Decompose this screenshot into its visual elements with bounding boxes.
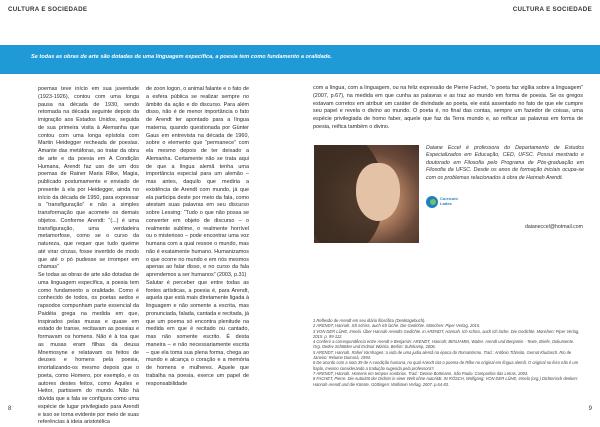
footnote: 2 ARENDT, Hannah. Ich schiss, auch ich lache. Die Gedichte. München: Piper Verlag, 2015. bbox=[313, 323, 481, 329]
lattes-logo[interactable] bbox=[426, 196, 466, 210]
footnote: 7 ARENDT, Hannah. Homens em tempos sombrios. Trad.: Denise Bottmann. São Paulo: Companhia das Letras, 2003. bbox=[313, 370, 529, 376]
lattes-inner-icon bbox=[430, 199, 436, 205]
author-photo bbox=[314, 145, 419, 243]
text-column-1 bbox=[38, 86, 139, 427]
page-number-right: 9 bbox=[588, 406, 592, 412]
lattes-line-1: Currículo bbox=[440, 196, 458, 201]
footnote: 4 Conferir a correspondência entre Arendt e Benjamin: ARENDT, Hannah; BENJAMIN, Walter. Arendt und Benjamin - Texte, Briefe, Dokumente. Org. Detlev Schöttker und Erdmut Wizisla. Berlim: Suhrkamp, 2006. bbox=[313, 339, 575, 350]
section-title-right: CULTURA E SOCIEDADE bbox=[512, 6, 592, 13]
page-number-left: 8 bbox=[8, 406, 12, 412]
paragraph: poemas teve início em sua juventude (1923-1926), contou com uma longa pausa na década de 1930, sendo retomada na década seguinte depois da imigração aos Estados Unidos, seguida de sua primeira visita à Alemanha que contou com uma longa epístola com Martin Heidegger recheada de poesias. Amante das metáforas, ao tratar da obra de arte e da poesia em A Condição Humana, Arendt faz uso de um dos poemas de Rainer Maria Rilke, Magia, publicado postumamente e enviado de presente à ela por Heidegger, ainda no início da década de 1950, para expressar a “transfiguração” e não a simples transformação que acomete os demais objetos. Conforme Arendt: “(...) é uma transfiguração, uma verdadeira metamorfose, como se o curso da natureza, que requer que tudo queime até virar cinzas, fosse invertido de modo que até o pó pudesse se irromper em chamas” bbox=[38, 86, 139, 271]
quote-banner bbox=[0, 45, 600, 74]
text-column-3 bbox=[313, 85, 583, 132]
banner-quote: Se todas as obras de arte são dotadas de uma linguagem específica, a poesia tem como fundamento a oralidade. bbox=[31, 54, 332, 60]
footnotes bbox=[313, 318, 583, 387]
footnote: 5 ARENDT, Hannah. Rahel Varnhagen: a vida de uma judia alemã na época do Romantismo. Trad.: Antônio Trânsito, Gernot Kludasch. Rio de Janeiro: Relume Dumará, 1994. bbox=[313, 349, 572, 361]
footnote: 1 Reflexão de Arendt em seu diário filosófico (Denktagebuch). bbox=[313, 318, 426, 323]
footnote: 3 VON DER LÜHE, Irmela. Über Hannah Arendts Gedichte. In ARENDT, Hannah. Ich schiss, auch ich lache. Die Gedichte. München: Piper Verlag, 2015. p. 99-112. bbox=[313, 328, 580, 339]
author-email[interactable]: daianeccel@hotmail.com bbox=[524, 224, 583, 230]
author-bio: Daiane Eccel é professora do Departamento de Estudos Especializados em Educação, CED, UFSC. Possui mestrado e doutorado em Filosofia pelo Programa de Pós-graduação em Filosofia da UFSC. Desde os anos de formação iniciais ocupa-se com os problemas relacionados à obra de Hannah Arendt. bbox=[426, 145, 584, 181]
footnote: 8 FACHET, Pierre. Die Autorität der Dichter in einer Welt ohne Autorität. IN RÖSCH, Wolfgang; VON DER LÜHE, Irmela (org.) Dichterisch denken: Hannah Arendt und die Künste. Göttingen: Wallstein Verlag, 2007. p.64-83. bbox=[313, 376, 578, 387]
section-title-left: CULTURA E SOCIEDADE bbox=[8, 6, 88, 13]
paragraph: de zoon logon, o animal falante e o fato de a esfera pública se realizar sempre no âmbito da ação e do discurso. Para além disso, não é de menor importância o fato de Arendt ter apontado para a língua materna, quando questionada por Günter Gaus em entrevista na década de 1960, sobre o elemento que “permanece” com ela mesmo depois de ter deixado a Alemanha. Certamente não se trata aqui de que a língua alemã tenha uma importância especial para um alemão – mas antes, daquilo que mediria a existência de Arendt com mundo, já que ela participa deste por meio da fala, como atestam suas palavras em seu discurso sobre Lessing: “Tudo o que não possa se converter em objeto de discurso – o realmente sublime, o realmente horrível ou o misterioso – pode encontrar uma voz humana com a qual ressoe o mundo, mas não é exatamente humano. Humanizamos o que ocorre no mundo e em nós mesmos apenas ao falar disso, e no curso da fala aprendemos a ser humanos” (2003, p.31) bbox=[146, 86, 249, 278]
paragraph: Se todas as obras de arte são dotadas de uma linguagem específica, a poesia tem como fundamento a oralidade. Como é conhecido de todos, os poetas aedos e rapsodos compunham parte essencial da Paidéia grega na medida em que, inspirados pelas musas e quase em estado de transe, recitavam as poesias e formavam os homens. Não é à toa que as musas eram filhas da deusa Mnemosyne e relatavam os feitos de deuses e homens pela poesia, imortalizando-os mesmo depois que o poeta, como Homero, por exemplo, e os autores destes feitos, como Aquiles e Heitor, partissem do mundo. Não há dúvida que a fala se configura como uma espécie de lugar privilegiado para Arendt e isso se torna evidente por meio de suas referências à ideia aristotélica bbox=[38, 272, 139, 426]
lattes-line-2: Lattes bbox=[440, 201, 452, 206]
photo-face bbox=[356, 163, 400, 221]
lattes-label bbox=[440, 196, 458, 206]
paragraph: com a língua, com a linguagem, ou na feliz expressão de Pierre Fachet, “o poeta faz vigília sobre a linguagem” (2007, p.67), na medida em que cunha as palavras e as traz ao mundo em forma de poesia. Se os gregos estavam corretos em atribuir um caráter de divindade ao poeta, ele está assentado no fato de que ele cumpre seu papel e revela o divino ao mundo. O poeta é, no final das contas, sempre um fazedor de coisas, uma espécie privilegiada de homo faber, aquele que faz da Terra mundo e, ao reificar as palavras em forma de poesia, reifica também o divino. bbox=[313, 85, 583, 130]
paragraph: Salutar é perceber que entre todas as fontes artísticas, a poesia é, para Arendt, aquela que está mais diretamente ligada à linguagem e não somente a escrita, mas pronunciada, falada, cantada e recitada, já que um poema só encontra plenitude na medida em que é recitado ou cantado, mas não somente escrito. É desta maneira – e não necessariamente escrita – que ela toma sua plena forma, chega ao mundo e alcança o coração e a memória de homens e mulheres. Aquele que trabalha na poesia, exerce um papel de responsabilidade bbox=[146, 279, 249, 387]
footnote: 6 De acordo com a nota 39 de A condição humana, no qual Arendt cita o poema de Rilke no original em língua alemã. O original no livro não é um haplo, mesmo considerando a tradução sugerida pela professora?. bbox=[313, 360, 579, 371]
text-column-2 bbox=[146, 86, 249, 388]
